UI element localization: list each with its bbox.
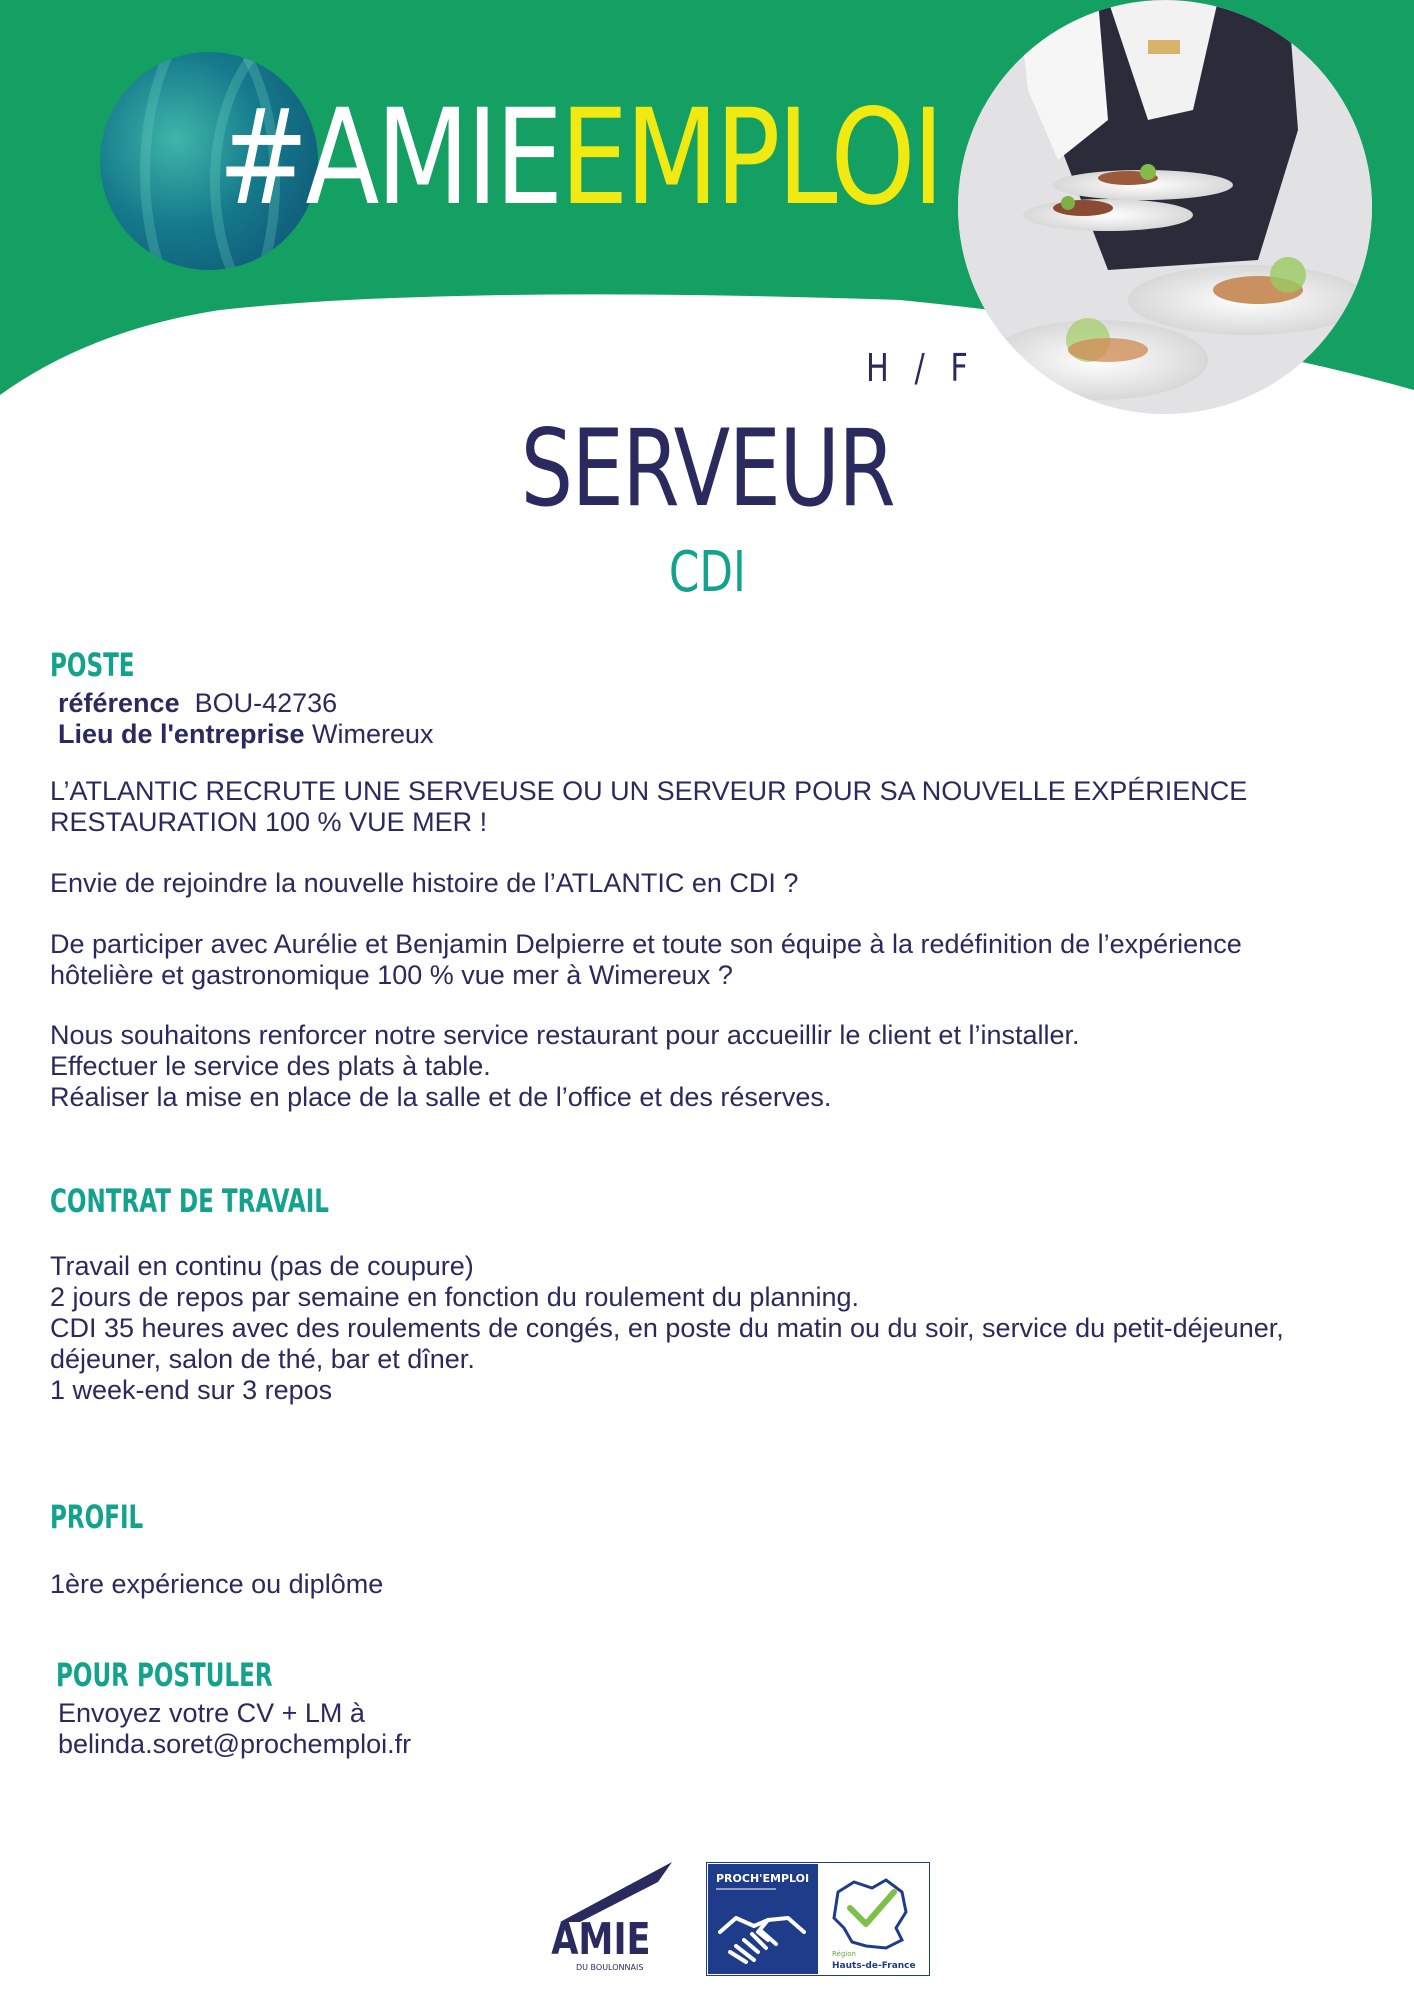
postuler-heading: POUR POSTULER — [56, 1656, 273, 1694]
profil-text: 1ère expérience ou diplôme — [50, 1569, 384, 1599]
poste-heading: POSTE — [50, 646, 135, 684]
reference-line — [58, 688, 337, 719]
contrat-line: Travail en continu (pas de coupure) — [50, 1251, 474, 1281]
job-title — [0, 407, 1414, 530]
region-name: Hauts-de-France — [832, 1961, 916, 1971]
location-label: Lieu de l'entreprise — [58, 719, 305, 749]
hashtag-yellow-part: EMPLOI — [560, 81, 941, 235]
proch-emploi-graphic — [706, 1862, 930, 1976]
reference-value: BOU-42736 — [194, 688, 338, 718]
reference-label: référence — [58, 688, 180, 718]
postuler-line: Envoyez votre CV + LM à — [58, 1698, 365, 1728]
proch-emploi-logo — [706, 1862, 930, 1976]
profil-heading: PROFIL — [50, 1498, 144, 1536]
hashtag-white-part: #AMIE — [218, 81, 561, 235]
contrat-heading: CONTRAT DE TRAVAIL — [50, 1182, 329, 1220]
contrat-line: CDI 35 heures avec des roulements de congés, en poste du matin ou du soir, service du petit-déjeuner, déjeuner, salon de thé, bar et dîner. — [50, 1313, 1284, 1374]
waiter-illustration — [958, 0, 1372, 414]
amie-logo-text: AMIE — [551, 1914, 651, 1966]
poste-paragraph: Envie de rejoindre la nouvelle histoire de l’ATLANTIC en CDI ? — [50, 868, 799, 898]
postuler-email[interactable]: belinda.soret@prochemploi.fr — [58, 1729, 412, 1759]
contract-type-text: CDI — [668, 540, 746, 605]
amie-logo-subtext: DU BOULONNAIS — [576, 1963, 644, 1972]
contrat-line: 2 jours de repos par semaine en fonction du roulement du planning. — [50, 1282, 860, 1312]
location-value: Wimereux — [312, 719, 434, 749]
poste-paragraph: Réaliser la mise en place de la salle et de l’office et des réserves. — [50, 1082, 832, 1112]
region-label: Région — [832, 1950, 856, 1958]
proch-emploi-text: PROCH'EMPLOI — [716, 1872, 810, 1885]
amie-emploi-hashtag — [218, 81, 941, 235]
poste-paragraph: Effectuer le service des plats à table. — [50, 1051, 491, 1081]
waiter-photo — [958, 0, 1372, 414]
amie-logo-graphic — [540, 1862, 680, 1972]
poste-paragraph: De participer avec Aurélie et Benjamin Delpierre et toute son équipe à la redéfinition de l’expérience hôtelière et gastronomique 100 % vue mer à Wimereux ? — [50, 929, 1242, 990]
contrat-line: 1 week-end sur 3 repos — [50, 1375, 333, 1405]
poste-intro: L’ATLANTIC RECRUTE UNE SERVEUSE OU UN SERVEUR POUR SA NOUVELLE EXPÉRIENCE RESTAURATION 100 % VUE MER ! — [50, 776, 1248, 837]
gender-label: H / F — [866, 346, 976, 390]
location-line — [58, 719, 434, 750]
job-title-text: SERVEUR — [520, 407, 894, 530]
amie-logo — [540, 1862, 680, 1972]
contract-type — [0, 540, 1414, 606]
poste-paragraph: Nous souhaitons renforcer notre service restaurant pour accueillir le client et l’installer. — [50, 1020, 1080, 1050]
